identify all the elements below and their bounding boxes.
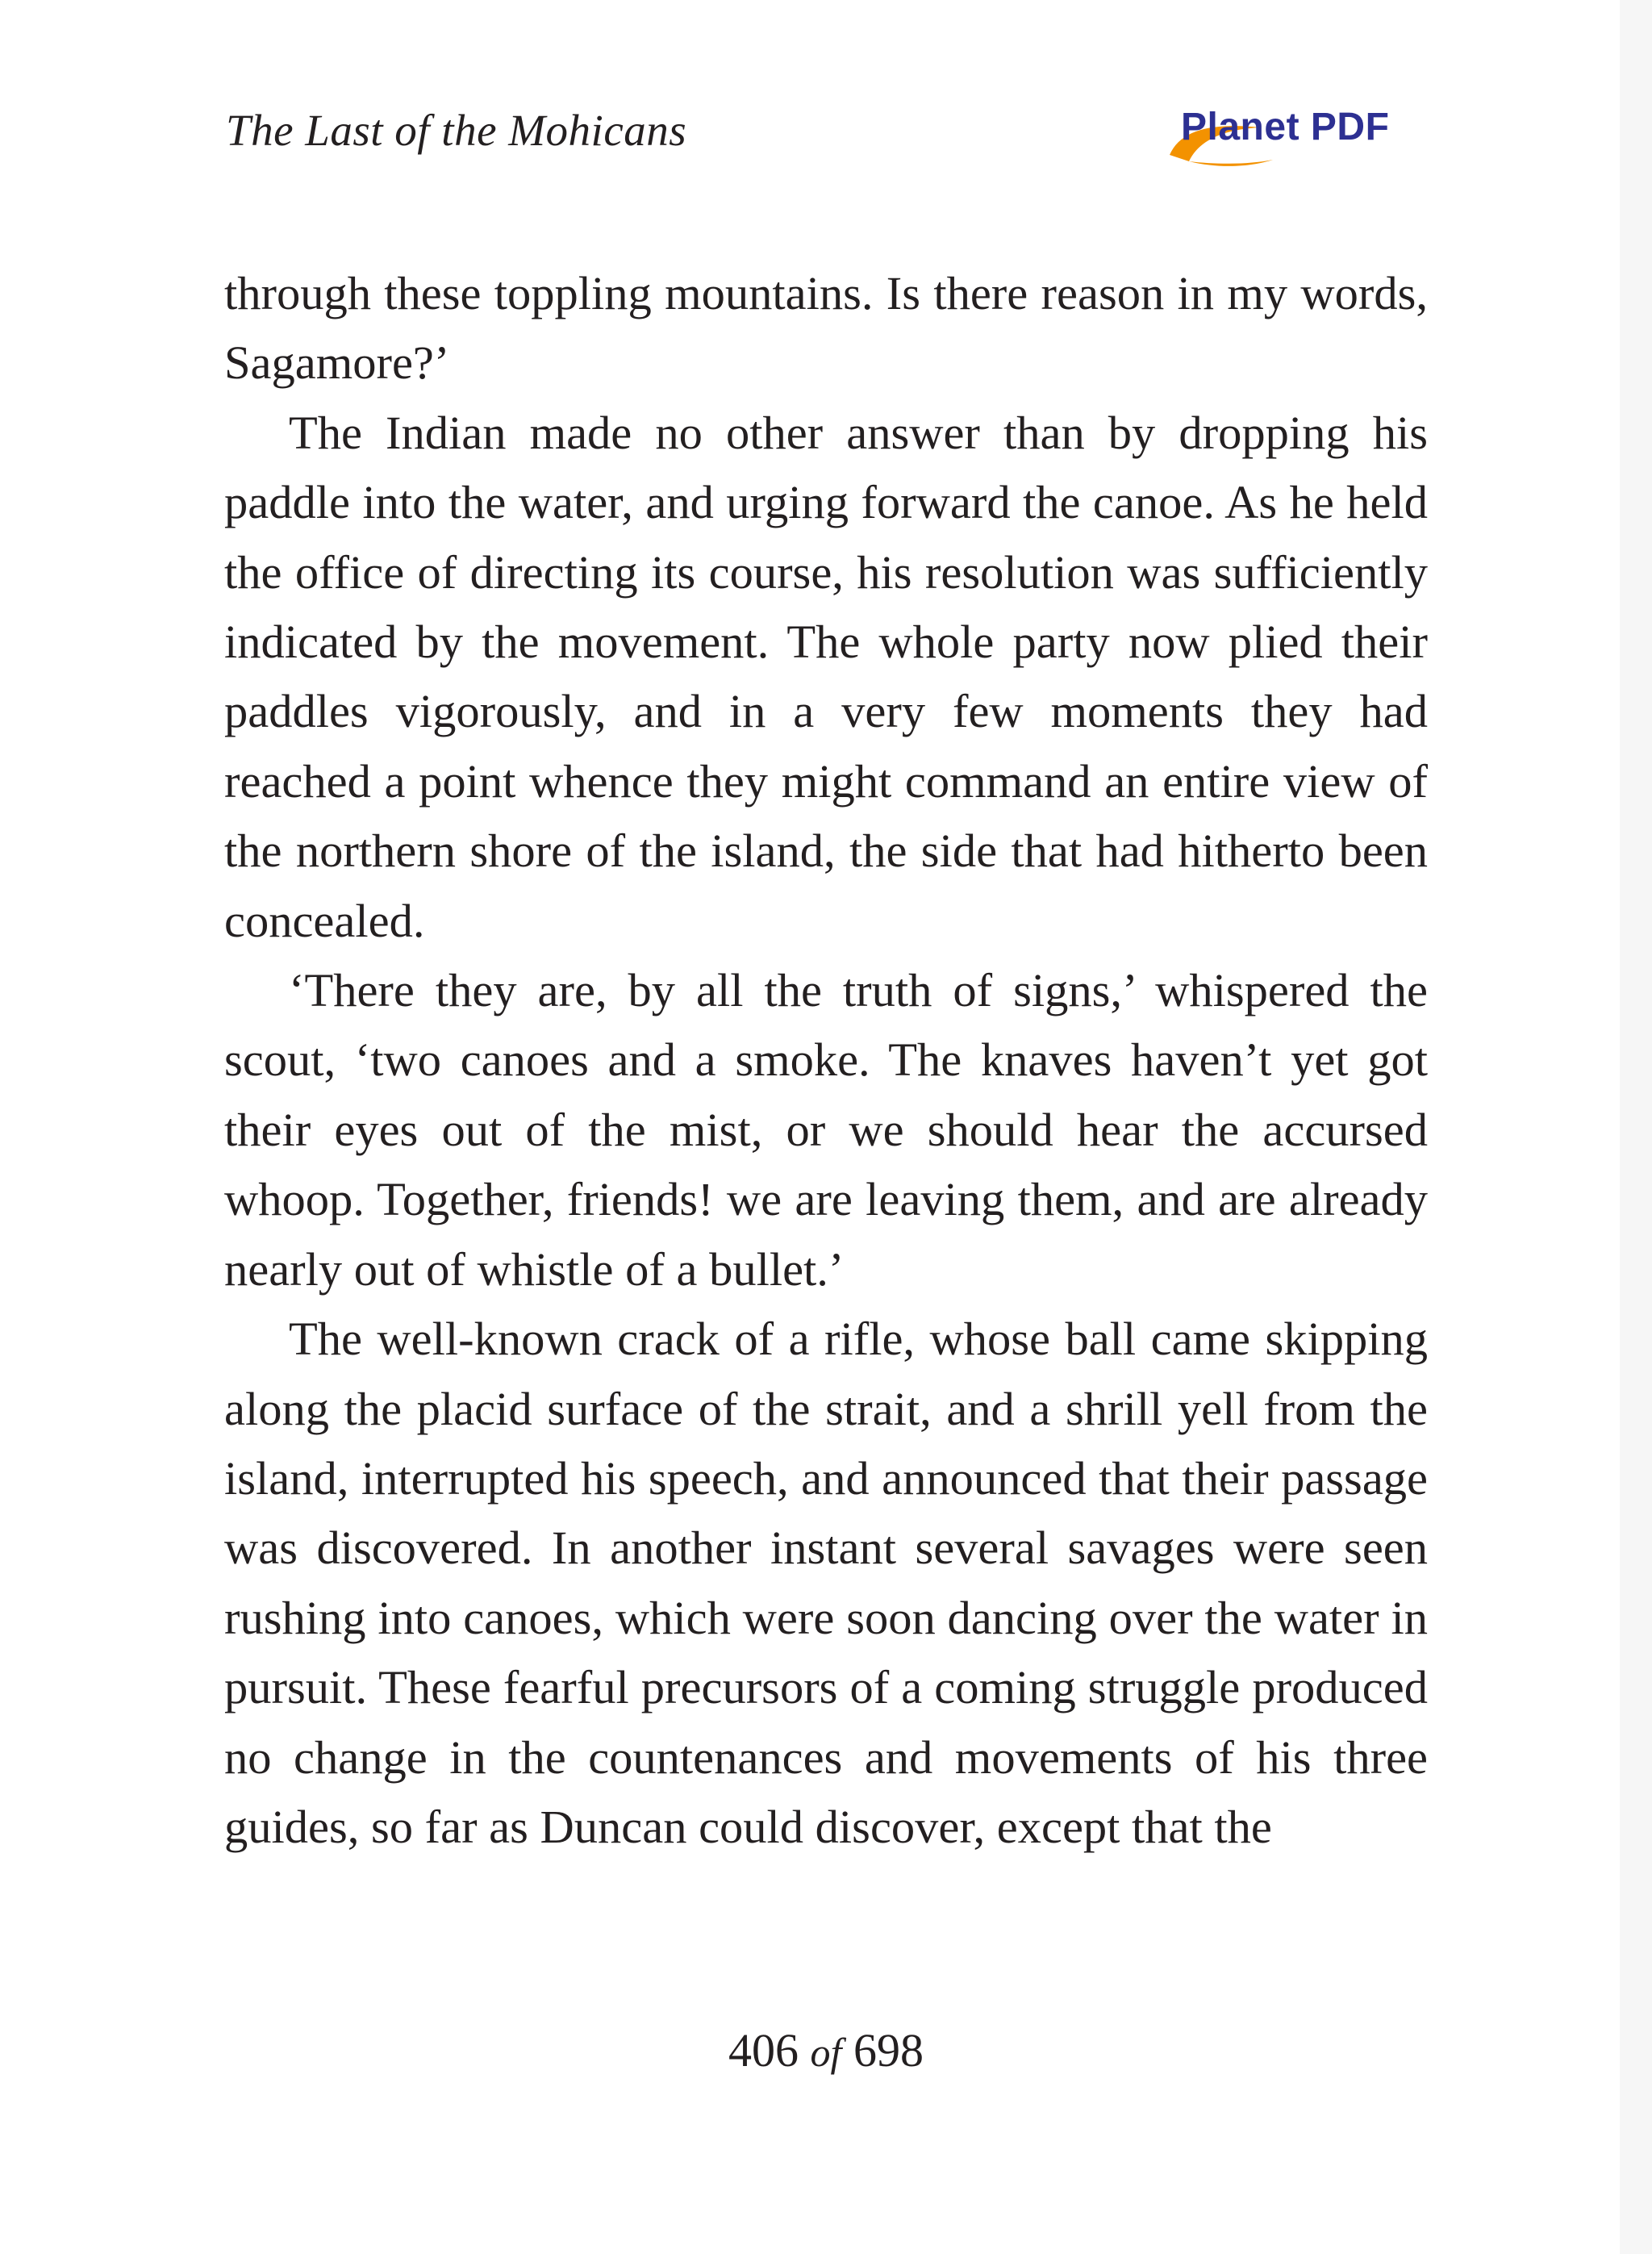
planet-pdf-logo [1165,102,1423,174]
page-body [224,259,1428,1862]
running-header-book-title: The Last of the Mohicans [226,106,687,155]
total-pages: 698 [853,2024,924,2077]
paragraph: through these toppling mountains. Is there reason in my words, Sagamore?’ [224,267,1428,390]
page-of-word: of [810,2030,842,2075]
page-number [0,2023,1652,2077]
page-edge-strip [1620,0,1652,2254]
paragraph: ‘There they are, by all the truth of signs,’ whispered the scout, ‘two canoes and a smoke. The knaves haven’t yet got their eyes out of the mist, or we should hear the accursed whoop. Together, friends! we are leaving them, and are already nearly out of whistle of a bullet.’ [224,964,1428,1296]
paragraph: The Indian made no other answer than by dropping his paddle into the water, and urging forward the canoe. As he held the office of directing its course, his resolution was sufficiently indicated by the movement. The whole party now plied their paddles vigorously, and in a very few moments they had reached a point whence they might command an entire view of the northern shore of the island, the side that had hitherto been concealed. [224,406,1428,947]
paragraph: The well-known crack of a rifle, whose ball came skipping along the placid surface of the strait, and a shrill yell from the island, interrupted his speech, and announced that their passage was discovered. In another instant several savages were seen rushing into canoes, which were soon dancing over the water in pursuit. These fearful precursors of a coming struggle produced no change in the countenances and movements of his three guides, so far as Duncan could discover, except that the [224,1313,1428,1853]
current-page: 406 [728,2024,799,2077]
logo-text: Planet PDF [1181,106,1390,148]
